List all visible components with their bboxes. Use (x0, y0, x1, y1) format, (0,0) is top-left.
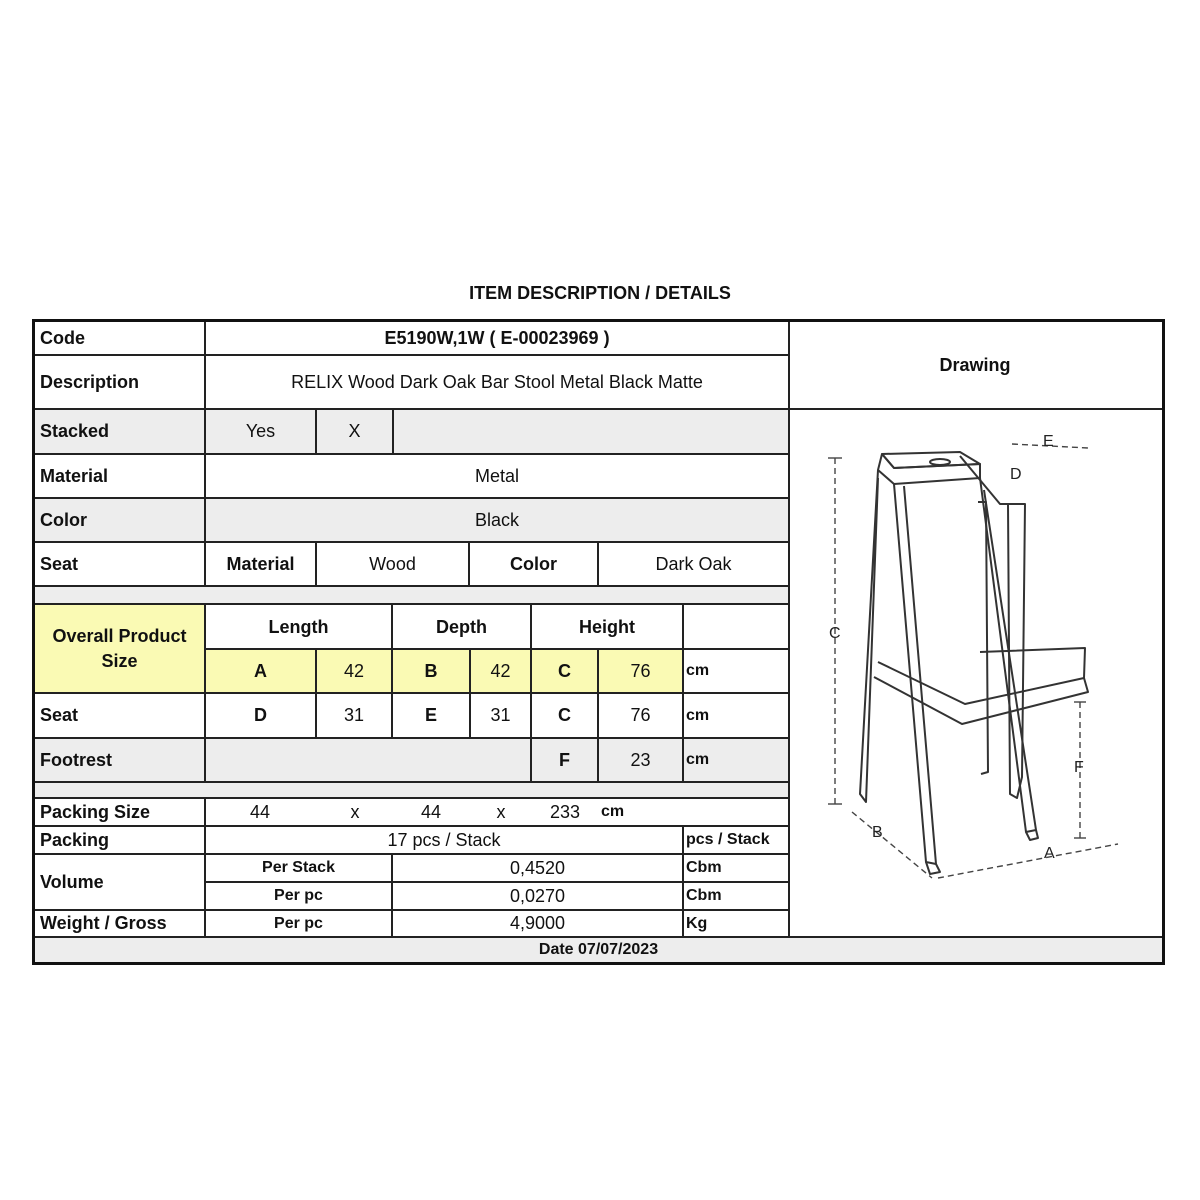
dim-a-line (938, 844, 1118, 878)
leg-back-mid (978, 502, 988, 774)
seat-material-value: Wood (369, 553, 416, 574)
seat-size-label: Seat (40, 705, 79, 725)
volume-per-pc-value: 0,0270 (509, 885, 566, 906)
drawing-label: Drawing (939, 354, 1011, 375)
drawing-label-a: A (1044, 845, 1055, 862)
weight-per-pc-label: Per pc (274, 914, 323, 932)
dim-f-value: 23 (630, 749, 651, 770)
footrest-unit: cm (686, 751, 710, 768)
drawing-label-d: D (1010, 466, 1022, 483)
packing-label: Packing (40, 829, 110, 850)
stacked-mark: X (348, 421, 361, 441)
stool-drawing (790, 412, 1160, 937)
packing-size-label: Packing Size (40, 801, 151, 822)
packing-x2: x (496, 801, 506, 822)
drawing-label-f: F (1074, 759, 1084, 776)
color-value: Black (474, 509, 519, 530)
drawing-label-e: E (1043, 433, 1054, 450)
packing-unit: pcs / Stack (686, 831, 770, 848)
seat-material-label: Material (226, 553, 295, 574)
dim-e-letter: E (424, 705, 437, 725)
dim-b-line (852, 812, 932, 878)
material-label: Material (40, 465, 109, 486)
volume-stack-unit: Cbm (686, 859, 722, 876)
dim-b-value: 42 (490, 660, 511, 681)
dim-d-value: 31 (343, 705, 365, 725)
seat-color-value: Dark Oak (655, 553, 732, 574)
description-value: RELIX Wood Dark Oak Bar Stool Metal Black Matte (291, 371, 703, 392)
code-label: Code (40, 327, 85, 348)
seat-handle (930, 459, 950, 465)
drawing-label-b: B (872, 824, 883, 841)
height-header: Height (579, 616, 635, 637)
packing-size-unit: cm (600, 803, 625, 820)
weight-unit: Kg (686, 914, 708, 932)
seat-color-label: Color (510, 553, 557, 574)
volume-pc-unit: Cbm (686, 887, 722, 904)
seat-c-letter: C (558, 705, 571, 725)
depth-header: Depth (436, 616, 487, 637)
sheet-title: ITEM DESCRIPTION / DETAILS (469, 283, 731, 303)
footrest (874, 662, 1088, 724)
dim-b-letter: B (424, 660, 438, 681)
leg-back-left (860, 470, 878, 802)
footrest-label: Footrest (40, 749, 112, 770)
volume-per-stack-value: 0,4520 (509, 857, 566, 878)
code-value: E5190W,1W ( E-00023969 ) (384, 327, 610, 348)
volume-label: Volume (40, 871, 104, 892)
leg-front (894, 484, 936, 864)
seat-c-value: 76 (630, 705, 651, 725)
length-header: Length (268, 616, 329, 637)
seat-apron (878, 454, 980, 484)
weight-label: Weight / Gross (40, 913, 167, 933)
overall-unit: cm (686, 662, 710, 679)
date-footer: Date 07/07/2023 (538, 941, 659, 958)
stacked-yes: Yes (245, 421, 276, 441)
packing-width: 44 (420, 801, 442, 822)
packing-x1: x (350, 801, 360, 822)
weight-value: 4,9000 (509, 913, 566, 933)
dim-e-value: 31 (490, 705, 511, 725)
dim-f-letter: F (559, 749, 570, 770)
dim-a-letter: A (254, 660, 267, 681)
material-value: Metal (474, 465, 519, 486)
footrest-back (980, 648, 1085, 678)
stacked-label: Stacked (40, 421, 110, 441)
volume-per-stack-label: Per Stack (262, 859, 335, 876)
drawing-label-c: C (829, 625, 841, 642)
volume-per-pc-label: Per pc (274, 887, 323, 904)
seat-unit: cm (686, 706, 710, 724)
dim-d-letter: D (254, 705, 267, 725)
packing-value: 17 pcs / Stack (387, 829, 501, 850)
description-label: Description (40, 371, 140, 392)
seat-label: Seat (40, 553, 79, 574)
color-label: Color (40, 509, 87, 530)
dim-c-value: 76 (630, 660, 651, 681)
dim-a-value: 42 (343, 660, 365, 681)
dim-c-letter: C (558, 660, 571, 681)
overall-size-label: Overall Product Size (52, 626, 187, 671)
packing-length: 44 (249, 801, 271, 822)
packing-height: 233 (549, 801, 581, 822)
